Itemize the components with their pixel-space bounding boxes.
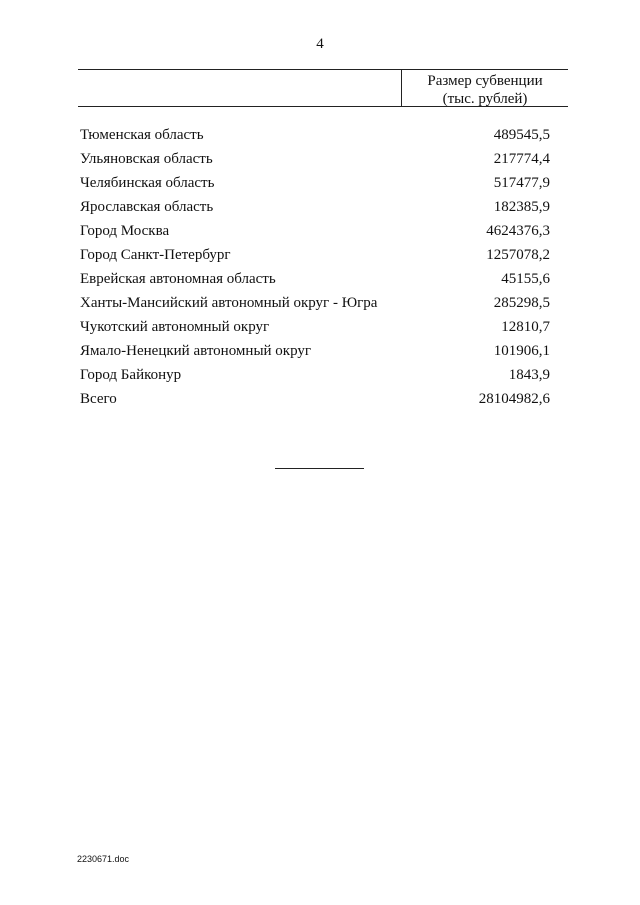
- region-name: Город Москва: [80, 223, 170, 239]
- column-header-line2: (тыс. рублей): [442, 91, 528, 107]
- table-header-top-rule: [78, 69, 568, 70]
- table-row: [80, 219, 550, 243]
- subsidy-amount: 101906,1: [493, 343, 550, 359]
- subsidy-amount: 489545,5: [493, 127, 550, 143]
- table-row: [80, 291, 550, 315]
- table-column-header: [402, 72, 568, 108]
- table-row: [80, 339, 550, 363]
- subsidy-amount: 12810,7: [501, 319, 550, 335]
- subsidy-amount: 517477,9: [493, 175, 550, 191]
- subsidy-amount: 182385,9: [493, 199, 550, 215]
- table-row-total: [80, 387, 550, 411]
- total-amount: 28104982,6: [478, 391, 550, 407]
- table-row: [80, 123, 550, 147]
- table-row: [80, 171, 550, 195]
- region-name: Ханты-Мансийский автономный округ - Югра: [80, 295, 378, 311]
- table-row: [80, 315, 550, 339]
- table-row: [80, 363, 550, 387]
- table-row: [80, 243, 550, 267]
- total-label: Всего: [80, 391, 117, 407]
- region-name: Тюменская область: [80, 127, 204, 143]
- subsidy-amount: 285298,5: [493, 295, 550, 311]
- footer-file-name: 2230671.doc: [77, 854, 130, 864]
- subsidy-table: [80, 123, 550, 411]
- region-name: Ульяновская область: [80, 151, 213, 167]
- page-number: 4: [316, 36, 324, 52]
- region-name: Город Санкт-Петербург: [80, 247, 231, 263]
- subsidy-amount: 4624376,3: [486, 223, 550, 239]
- subsidy-amount: 1843,9: [508, 367, 550, 383]
- subsidy-amount: 217774,4: [493, 151, 550, 167]
- table-row: [80, 195, 550, 219]
- subsidy-amount: 45155,6: [501, 271, 550, 287]
- table-header-bottom-rule: [78, 106, 568, 107]
- subsidy-amount: 1257078,2: [486, 247, 550, 263]
- region-name: Чукотский автономный округ: [80, 319, 270, 335]
- region-name: Челябинская область: [80, 175, 215, 191]
- table-row: [80, 267, 550, 291]
- column-header-line1: Размер субвенции: [427, 73, 543, 89]
- region-name: Еврейская автономная область: [80, 271, 276, 287]
- region-name: Ямало-Ненецкий автономный округ: [80, 343, 312, 359]
- table-row: [80, 147, 550, 171]
- end-of-table-rule: [275, 468, 364, 469]
- region-name: Город Байконур: [80, 367, 182, 383]
- region-name: Ярославская область: [80, 199, 214, 215]
